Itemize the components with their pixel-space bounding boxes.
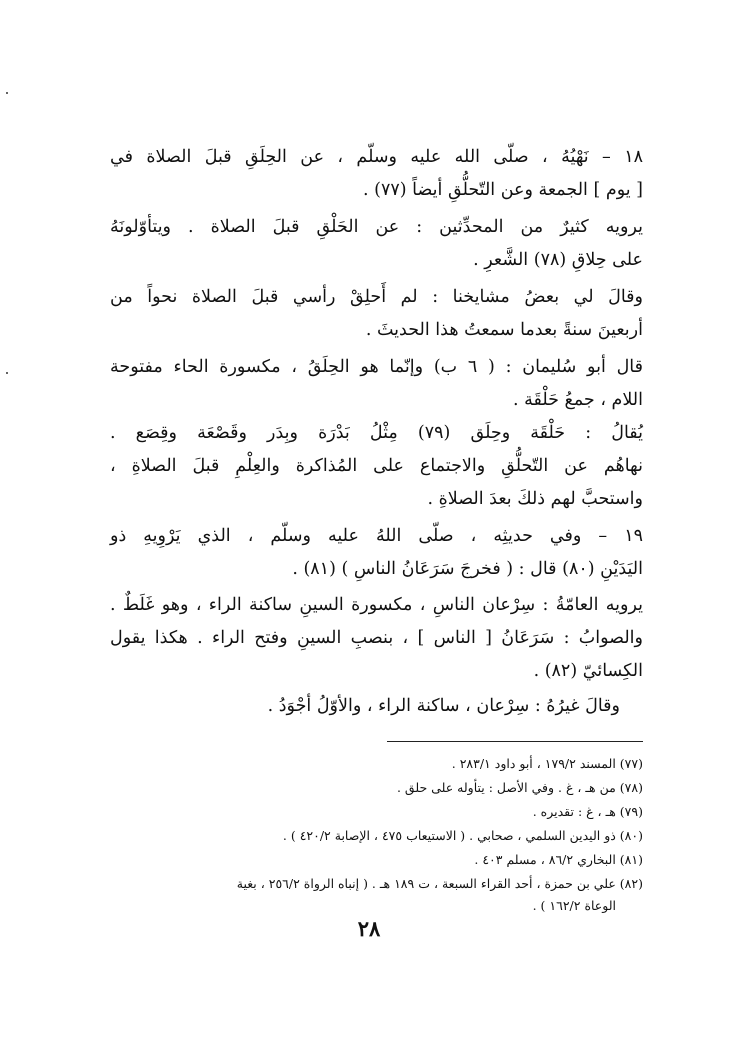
text-line-1: ١٨ – نَهْيُهُ ، صلّى الله عليه وسلّم ، عن الحِلَقِ قبلَ الصلاة في — [110, 147, 643, 167]
footnote-79: (٧٩) هـ ، غ : تقديره . — [532, 804, 643, 819]
text-line-14: يرويه العامّةُ : سِرْعان الناسِ ، مكسورة السينِ ساكنة الراء ، وهو غَلَطٌ . — [110, 595, 643, 615]
text-line-12: ١٩ – وفي حديثِه ، صلّى اللهُ عليه وسلّم ، الذي يَرْوِيهِ ذو — [110, 526, 643, 546]
footnote-82: (٨٢) علي بن حمزة ، أحد القراء السبعة ، ت ١٨٩ هـ . ( إنباه الرواة ٢٥٦/٢ ، بغية — [236, 876, 643, 891]
text-line-13: اليَدَيْنِ (٨٠) قال : ( فخرجَ سَرَعَانُ الناسِ ) (٨١) . — [292, 559, 643, 579]
footnote-81: (٨١) البخاري ٨٦/٢ ، مسلم ٤٠٣ . — [474, 852, 643, 867]
text-line-5: وقالَ لي بعضُ مشايخنا : لم أَحلِقْ رأسي قبلَ الصلاة نحواً من — [110, 287, 643, 307]
footnote-80: (٨٠) ذو اليدين السلمي ، صحابي . ( الاستيعاب ٤٧٥ ، الإصابة ٤٢٠/٢ ) . — [282, 828, 643, 843]
text-line-16: الكِسائيّ (٨٢) . — [533, 661, 643, 681]
footnote-77: (٧٧) المسند ١٧٩/٢ ، أبو داود ٢٨٣/١ . — [451, 756, 643, 771]
page-number: ٢٨ — [357, 916, 381, 941]
text-line-7: قال أبو سُليمان : ( ٦ ب) وإنّما هو الحِلَقُ ، مكسورة الحاء مفتوحة — [110, 357, 643, 377]
text-line-15: والصوابُ : سَرَعَانُ [ الناس ] ، بنصبِ السينِ وفتح الراء . هكذا يقول — [110, 628, 643, 648]
text-line-3: يرويه كثيرٌ من المحدِّثين : عن الحَلْقِ قبلَ الصلاة . ويتأوّلونَهُ — [110, 217, 643, 237]
text-line-11: واستحبَّ لهم ذلكَ بعدَ الصلاةِ . — [427, 489, 643, 509]
text-line-9: يُقالُ : حَلْقَة وحِلَق (٧٩) مِثْلُ بَدْرَة وبِدَر وقَصْعَة وقِصَع . — [110, 423, 643, 443]
text-line-2: [ يوم ] الجمعة وعن التّحلُّقِ أيضاً (٧٧) . — [363, 180, 643, 200]
text-line-17: وقالَ غيرُهُ : سِرْعان ، ساكنة الراء ، والأوّلُ أجْوَدُ . — [267, 696, 620, 716]
footnote-82-continued: الوعاة ١٦٢/٢ ) . — [532, 898, 616, 913]
footnote-rule — [387, 741, 643, 742]
text-line-10: نهاهُم عن التّحلُّقِ والاجتماع على المُذاكرة والعِلْمِ قبلَ الصلاةِ ، — [110, 456, 643, 476]
scan-speck — [6, 372, 8, 374]
text-line-4: على حِلاقِ (٧٨) الشَّعرِ . — [473, 250, 643, 270]
scan-speck — [6, 92, 8, 94]
text-line-8: اللام ، جمعُ حَلْقَة . — [512, 390, 643, 410]
text-line-6: أربعينَ سنةً بعدما سمعتُ هذا الحديثَ . — [365, 320, 643, 340]
footnote-78: (٧٨) من هـ ، غ . وفي الأصل : يتأوله على حلق . — [396, 780, 643, 795]
